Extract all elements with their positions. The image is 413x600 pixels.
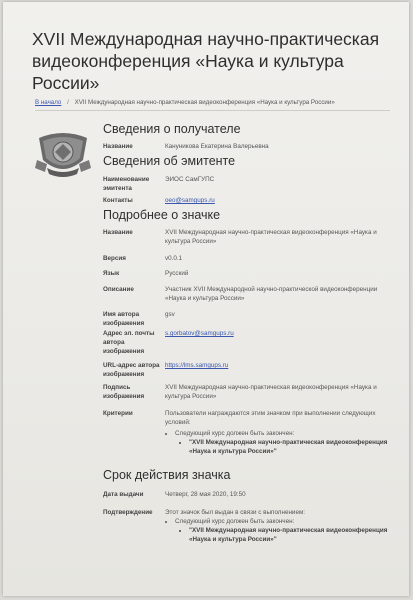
author-url-link[interactable]: https://lms.samgups.ru [165,362,229,369]
criteria-course: • "XVII Международная научно-практическая видеоконференция «Наука и культура России»" [189,438,390,456]
confirmation-list [165,517,390,544]
criteria-intro: Пользователи награждаются этим значком при выполнении следующих условий: [165,410,376,426]
field-label: Подпись изображения [103,384,145,400]
field-value: ЭИОС СамГУПС [165,176,215,183]
field-label: Название [103,143,133,150]
field-label: Подтверждение [103,509,153,516]
criteria-block [165,409,390,456]
field-value: Русский [165,270,189,277]
field-label: Язык [103,270,120,277]
field-label: Имя автора изображения [103,311,145,327]
field-value: Кануникова Екатерина Валерьевна [165,143,269,150]
field-value: gsv [165,311,175,318]
issuer-heading: Сведения об эмитенте [103,154,236,168]
confirmation-item-text: Следующий курс должен быть закончен: [175,518,295,525]
criteria-item-text: Следующий курс должен быть закончен: [175,430,295,437]
field-label: Описание [103,286,134,293]
author-email-link[interactable]: s.gorbatov@samgups.ru [165,330,234,337]
issuer-email-link[interactable]: oeo@samgups.ru [165,197,215,204]
expiry-heading: Срок действия значка [103,468,231,482]
field-label: URL-адрес автора изображения [103,362,160,378]
confirmation-intro: Этот значок был выдан в связи с выполнением: [165,509,306,516]
confirmation-block [165,508,390,544]
confirmation-course: • "XVII Международная научно-практическая видеоконференция «Наука и культура России»" [189,526,390,544]
field-label: Критерии [103,410,133,417]
field-label: Адрес эл. почты автора изображения [103,330,155,355]
document-page [3,2,409,596]
field-value: Четверг, 28 мая 2020, 19:50 [165,491,246,498]
badge-emblem-icon [33,130,93,180]
page-title: XVII Международная научно-практическая видеоконференция «Наука и культура России» [32,29,380,93]
field-label: Контакты [103,197,133,204]
breadcrumb-home-link[interactable]: В начало [35,99,62,106]
breadcrumb-separator: / [67,99,69,106]
field-label: Версия [103,255,126,262]
breadcrumb [35,99,395,106]
field-label: Дата выдачи [103,491,144,498]
criteria-item [175,429,390,456]
field-value: Участник XVII Международной научно-практической видеоконференции «Наука и культура России» [165,286,378,302]
confirmation-sublist [175,526,390,544]
confirmation-item [175,517,390,544]
recipient-heading: Сведения о получателе [103,122,241,136]
field-value: XVII Международная научно-практическая видеоконференция «Наука и культура России» [165,384,377,400]
divider [35,110,390,111]
field-value: XVII Международная научно-практическая видеоконференция «Наука и культура России» [165,229,377,245]
field-label: Наименование эмитента [103,176,150,192]
criteria-sublist [175,438,390,456]
field-value: v0.0.1 [165,255,183,262]
criteria-list [165,429,390,456]
breadcrumb-current: XVII Международная научно-практическая видеоконференция «Наука и культура России» [74,99,335,106]
details-heading: Подробнее о значке [103,208,221,222]
field-label: Название [103,229,133,236]
